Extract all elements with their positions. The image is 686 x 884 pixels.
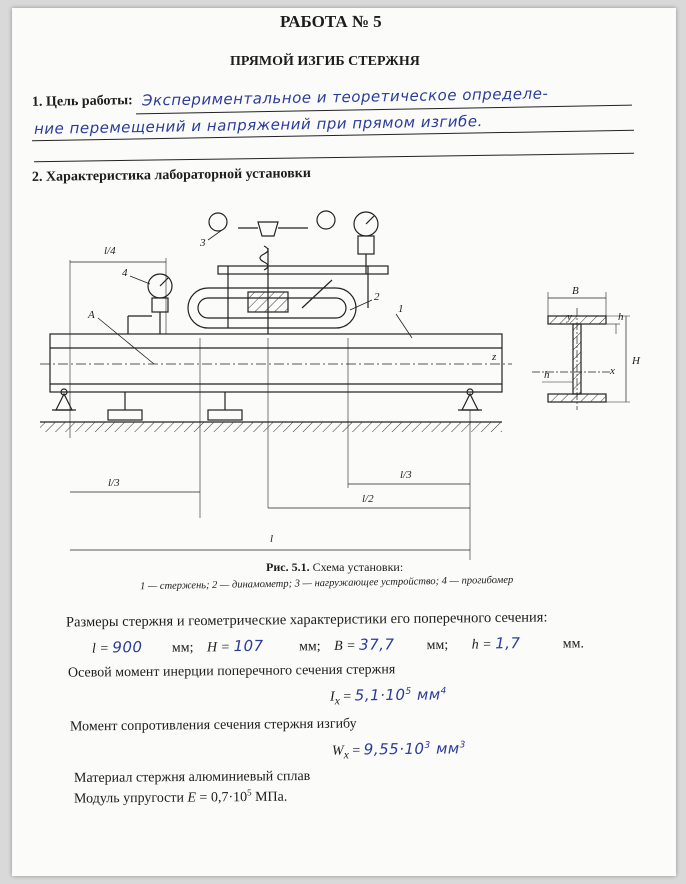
pad-1: [108, 410, 142, 420]
H-symbol: H =: [206, 640, 231, 656]
l-value: 900: [112, 638, 143, 657]
label-num4: 4: [122, 267, 128, 279]
support-left: [56, 394, 72, 410]
resistance-symbol: W: [331, 743, 344, 759]
inertia-unit: мм: [411, 685, 441, 704]
h-unit: мм.: [562, 636, 584, 652]
label-l3-left: l/3: [108, 477, 120, 489]
resistance-mantissa: 9,55·10: [363, 739, 425, 759]
label-num1: 1: [398, 303, 404, 315]
pad-2: [208, 410, 242, 420]
resistance-formula: [332, 739, 466, 761]
figure-caption-number: Рис. 5.1.: [266, 560, 310, 574]
goal-label: 1. Цель работы:: [31, 93, 133, 110]
material-line: Материал стержня алюминиевый сплав: [73, 768, 311, 787]
inertia-formula: [330, 685, 447, 707]
modulus-symbol: E: [187, 790, 197, 806]
setup-label: 2. Характеристика лабораторной установки: [31, 166, 311, 185]
load-weight-right: [317, 211, 335, 229]
resistance-value: [364, 739, 466, 758]
label-z: z: [492, 351, 497, 363]
modulus-prefix: Модуль упругости: [73, 790, 188, 807]
label-l: l: [270, 533, 274, 545]
figure-caption: [266, 560, 403, 575]
label-x: x: [610, 365, 615, 377]
work-title: РАБОТА № 5: [280, 12, 382, 31]
frame-beam: [218, 266, 388, 274]
inertia-exponent: 5: [405, 686, 412, 697]
label-A: A: [88, 309, 95, 321]
inertia-value: [355, 685, 447, 704]
l-unit: мм;: [171, 640, 194, 656]
modulus-eq: = 0,7·10: [195, 790, 248, 806]
label-h-top: h: [618, 311, 624, 323]
resistance-subscript: x: [343, 748, 349, 762]
beam-body: [50, 334, 502, 392]
label-num2: 2: [374, 291, 380, 303]
goal-answer-line1: Экспериментальное и теоретическое определе-: [141, 84, 549, 110]
label-l3-right: l/3: [400, 469, 412, 481]
goal-underline-3: [34, 153, 634, 162]
resistance-exponent: 3: [424, 740, 431, 751]
dimensions-values: [92, 633, 584, 657]
resistance-unit: мм: [430, 739, 460, 758]
label-h-left: h: [544, 369, 550, 381]
modulus-unit: МПа.: [251, 789, 288, 806]
inertia-unit-exponent: 4: [440, 686, 447, 697]
support-right: [462, 394, 478, 410]
cross-section: [532, 292, 630, 410]
work-subtitle: ПРЯМОЙ ИЗГИБ СТЕРЖНЯ: [230, 54, 420, 69]
figure-legend: 1 — стержень; 2 — динамометр; 3 — нагружающее устройство; 4 — прогибомер: [139, 574, 514, 593]
label-H: H: [632, 355, 640, 367]
label-y: y: [567, 311, 572, 323]
B-symbol: B =: [334, 638, 356, 655]
inertia-heading: Осевой момент инерции поперечного сечения стержня: [67, 662, 396, 681]
goal-answer-line2: ние перемещений и напряжений при прямом изгибе.: [33, 112, 483, 138]
label-B: B: [572, 285, 579, 297]
resistance-eq: =: [348, 743, 364, 759]
inertia-mantissa: 5,1·10: [354, 685, 406, 705]
inertia-eq: =: [339, 689, 355, 705]
l-symbol: l =: [91, 641, 109, 657]
resistance-unit-exponent: 3: [459, 740, 466, 751]
H-value: 107: [233, 636, 264, 656]
inertia-symbol: I: [329, 689, 335, 705]
h-value: 1,7: [495, 634, 521, 653]
resistance-heading: Момент сопротивления сечения стержня изгибу: [69, 716, 357, 735]
modulus-exponent: 5: [246, 787, 252, 798]
h-symbol: h =: [471, 637, 492, 653]
document-page: [12, 8, 676, 876]
load-weight-left: [209, 213, 227, 231]
H-unit: мм;: [298, 639, 321, 655]
inertia-subscript: x: [334, 694, 340, 708]
B-unit: мм;: [426, 637, 449, 654]
loading-device-head: [258, 222, 278, 236]
dimensions-heading: Размеры стержня и геометрические характеристики его поперечного сечения:: [65, 609, 548, 631]
label-l2: l/2: [362, 493, 374, 505]
figure-caption-text: Схема установки:: [312, 560, 404, 574]
label-num3: 3: [200, 237, 206, 249]
modulus-line: [74, 787, 288, 808]
ground-hatch: [40, 422, 502, 432]
label-l4: l/4: [104, 245, 116, 257]
B-value: 37,7: [359, 635, 395, 654]
setup-diagram: [12, 188, 676, 560]
